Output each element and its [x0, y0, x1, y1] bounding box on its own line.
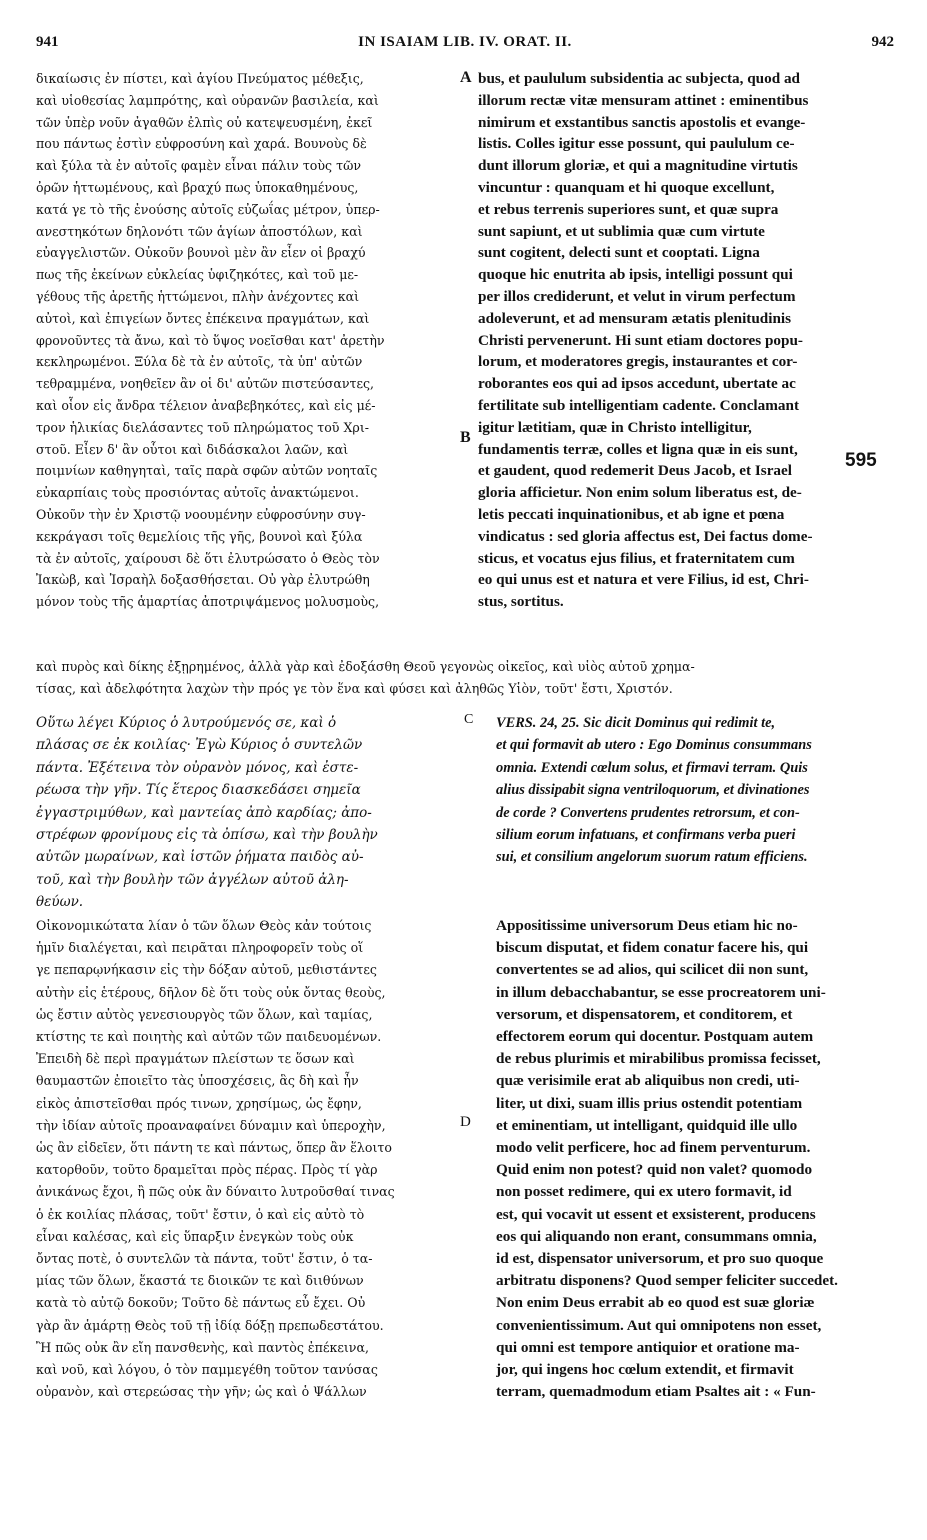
text-line: et rebus terrenis superiores sunt, et quæ supra: [478, 200, 779, 218]
latin-column-upper: [478, 68, 898, 613]
text-line: κτίστης τε καὶ ποιητὴς καὶ αὐτῶν τῶν παιδευομένων.: [36, 1029, 382, 1045]
text-line: quoque hic enutrita ab ipsis, intelligi possunt qui: [478, 266, 793, 284]
text-line: fertilitate sub intelligentiam cadente. Conclamant: [478, 396, 799, 414]
text-line: Ἰακὼβ, καὶ Ἰσραὴλ δοξασθήσεται. Οὐ γὰρ ἐλυτρώθη: [36, 572, 370, 588]
text-line: θεύων.: [36, 894, 84, 911]
text-line: καὶ νοῦ, καὶ λόγου, ὁ τὸν παμμεγέθη τοῦτον τανύσας: [36, 1362, 378, 1378]
text-line: convenientissimum. Aut qui omnipotens non esset,: [496, 1316, 822, 1334]
text-line: πως τῆς ἐκείνων εὐκλείας ὑφιζηκότες, καὶ τοῦ με-: [36, 267, 359, 283]
text-line: τὰ ἐν αὐτοῖς, χαίρουσι δὲ ὅτι ἐλυτρώσατο ὁ Θεὸς τὸν: [36, 550, 380, 566]
text-line: ἡμῖν διαλέγεται, καὶ πειρᾶται πληροφορεῖν τοὺς οἵ: [36, 940, 364, 956]
text-line: φρονοῦντες τὰ ἄνω, καὶ τὸ ὕψος νοεῖσθαι κατ' ἀρετὴν: [36, 332, 385, 348]
text-line: εἰκὸς ἀπιστεῖσθαι πρός τινων, χρησίμως, ὡς ἔφην,: [36, 1095, 362, 1111]
text-line: Οὐκοῦν τὴν ἐν Χριστῷ νοουμένην εὐφροσύνην συγ-: [36, 506, 366, 522]
text-line: καὶ ξύλα τὰ ἐν αὐτοῖς φαμὲν εἶναι πάλιν τοὺς τῶν: [36, 158, 361, 174]
text-line: Ἢ πῶς οὐκ ἂν εἴη πανσθενὴς, καὶ παντὸς ἐπέκεινα,: [36, 1339, 369, 1355]
text-line: fundamentis terræ, colles et ligna quæ in eis sunt,: [478, 440, 798, 458]
text-line: καὶ πυρὸς καὶ δίκης ἐξῃρημένος, ἀλλὰ γὰρ καὶ ἐδοξάσθη Θεοῦ γεγονὼς οἰκεῖος, καὶ υἱὸς αὐτοῦ χρημα-: [36, 659, 695, 674]
text-line: εἶναι καλέσας, καὶ εἰς ὕπαρξιν ἐνεγκὼν τοὺς οὐκ: [36, 1228, 354, 1244]
text-line: ὁ ἐκ κοιλίας πλάσας, τοῦτ' ἔστιν, ὁ καὶ εἰς αὐτὸ τὸ: [36, 1206, 365, 1222]
text-line: gloria afficietur. Non enim solum liberatus est, de-: [478, 484, 802, 502]
text-line: ὡς ἔστιν αὐτὸς γενεσιουργὸς τῶν ὅλων, καὶ ταμίας,: [36, 1006, 373, 1022]
greek-column-upper: [36, 68, 448, 613]
text-line: non posset redimere, qui ex utero formavit, id: [496, 1183, 792, 1201]
text-line: τεθραμμένα, νοηθεῖεν ἂν οἱ δι' αὐτῶν πιστεύσαντες,: [36, 376, 375, 392]
text-line: roborantes eos qui ad ipsos accedunt, ubertate ac: [478, 375, 796, 393]
text-line: που πάντως ἐστὶν εὐφροσύνη καὶ χαρά. Βουνοὺς δὲ: [36, 136, 367, 152]
text-line: in illum debacchabantur, se esse procreatorem uni-: [496, 983, 826, 1001]
text-line: et gaudent, quod redemerit Deus Jacob, et Israel: [478, 462, 792, 480]
text-line: et eminentiam, ut intelligant, quidquid ille ullo: [496, 1116, 798, 1134]
text-line: αὐτῶν μωραίνων, καὶ ἱστῶν ῥήματα παιδὸς αὐ-: [36, 849, 364, 866]
page-header: [36, 34, 894, 58]
section-marker-b: B: [460, 429, 471, 446]
running-title: IN ISAIAM LIB. IV. ORAT. II.: [358, 34, 572, 50]
text-line: bus, et paululum subsidentia ac subjecta, quod ad: [478, 70, 800, 87]
text-line: ποιμνίων καθηγηταὶ, ταῖς παρὰ σφῶν αὐτῶν νοηταῖς: [36, 463, 378, 479]
text-line: γέθους τῆς ἀρετῆς ἡττώμενοι, πλὴν ἀνέχοντες καὶ: [36, 288, 360, 304]
text-line: δικαίωσις ἐν πίστει, καὶ ἁγίου Πνεύματος μέθεξις,: [36, 71, 364, 86]
text-line: κατά γε τὸ τῆς ἐνούσης αὐτοῖς εὐζωΐας μέτρον, ὑπερ-: [36, 201, 380, 217]
text-line: Christi pervenerunt. Hi sunt etiam doctores popu-: [478, 331, 803, 349]
text-line: igitur lætitiam, quæ in Christo intelligitur,: [478, 418, 752, 436]
text-line: κατὰ τὸ αὐτῷ δοκοῦν; Τοῦτο δὲ πάντως εὖ ἔχει. Οὐ: [36, 1295, 366, 1311]
text-line: stus, sortitus.: [478, 593, 564, 611]
text-line: Οὕτω λέγει Κύριος ὁ λυτρούμενός σε, καὶ ὁ: [36, 715, 337, 731]
text-line: dunt illorum gloriæ, et qui a magnitudine virtutis: [478, 157, 798, 175]
text-line: liter, ut dixi, suam illis prius ostendit potentiam: [496, 1094, 803, 1112]
text-line: terram, quemadmodum etiam Psaltes ait : « Fun-: [496, 1383, 816, 1401]
text-line: πάντα. Ἐξέτεινα τὸν οὐρανὸν μόνος, καὶ ἐστε-: [36, 759, 359, 776]
section-marker-c: C: [464, 712, 474, 727]
latin-column-lower: [496, 915, 894, 1403]
section-marker-d: D: [460, 1114, 471, 1130]
text-line: nimirum et exstantibus sanctis apostolis et evange-: [478, 113, 806, 131]
text-line: θαυμαστῶν ἐποιεῖτο τὰς ὑποσχέσεις, ἃς δὴ καὶ ἦν: [36, 1073, 359, 1089]
greek-column-lower: [36, 915, 456, 1403]
text-line: ὄντας ποτὲ, ὁ συντελῶν τὰ πάντα, τοῦτ' ἔστιν, ὁ τα-: [36, 1251, 373, 1267]
text-line: κεκληρωμένοι. Ξύλα δὲ τὰ ἐν αὐτοῖς, τὰ ὑπ' αὐτῶν: [36, 354, 363, 370]
latin-verse-lemma: [496, 712, 896, 869]
text-line: arbitratu disponens? Quod semper feliciter succedet.: [496, 1272, 838, 1290]
text-line: ὀρῶν ἡττωμένους, καὶ βραχύ πως ὑποκαθημένους,: [36, 179, 359, 195]
text-line: στρέφων φρονίμους εἰς τὰ ὀπίσω, καὶ τὴν βουλὴν: [36, 827, 378, 844]
text-line: ανεστηκότων δηλονότι τῶν ἁγίων ἀποστόλων, καὶ: [36, 223, 363, 239]
text-line: alius dissipabit signa ventriloquorum, et divinationes: [496, 782, 810, 799]
text-line: κατορθοῦν, τοῦτο δραμεῖται πρὸς πέρας. Πρὸς τί γὰρ: [36, 1162, 378, 1178]
text-line: ρέωσα τὴν γῆν. Τίς ἕτερος διασκεδάσει σημεῖα: [36, 782, 361, 799]
text-line: vindicatus : sed gloria affectus est, Dei factus dome-: [478, 527, 813, 545]
text-line: effectorem eorum qui docentur. Postquam autem: [496, 1028, 814, 1046]
text-line: ἀνικάνως ἔχοι, ἢ πῶς οὐκ ἂν δύναιτο λυτροῦσθαί τινας: [36, 1184, 395, 1200]
text-line: οὐρανὸν, καὶ στερεώσας τὴν γῆν; ὡς καὶ ὁ Ψάλλων: [36, 1384, 367, 1400]
text-line: jor, qui ingens hoc cœlum extendit, et firmavit: [496, 1361, 794, 1379]
text-line: Ἐπειδὴ δὲ περὶ πραγμάτων πλείστων τε ὅσων καὶ: [36, 1051, 355, 1067]
text-line: ὡς ἂν εἰδεῖεν, ὅτι πάντη τε καὶ πάντως, ὅπερ ἂν ἕλοιτο: [36, 1140, 392, 1156]
text-line: τίσας, καὶ ἀδελφότητα λαχὼν τὴν πρός γε τὸν ἕνα καὶ φύσει καὶ ἀληθῶς Υἱὸν, τοῦτ' ἔστι, Χριστόν.: [36, 680, 673, 696]
text-line: μίας τῶν ὅλων, ἕκαστά τε διοικῶν τε καὶ διιθύνων: [36, 1273, 364, 1289]
text-line: est, qui vocavit ut essent et exsisterent, producens: [496, 1205, 816, 1223]
text-line: Non enim Deus errabit ab eo quod est suæ gloriæ: [496, 1294, 815, 1312]
text-line: id est, dispensator universorum, et pro suo quoque: [496, 1250, 824, 1268]
text-line: γε πεπαρῳνήκασιν εἰς τὴν δόξαν αὐτοῦ, μεθιστάντες: [36, 962, 377, 978]
text-line: VERS. 24, 25. Sic dicit Dominus qui redimit te,: [496, 715, 776, 731]
text-line: et qui formavit ab utero : Ego Dominus consummans: [496, 737, 812, 754]
text-line: Appositissime universorum Deus etiam hic no-: [496, 917, 798, 934]
text-line: sui, et consilium angelorum suorum ratum efficiens.: [496, 849, 808, 866]
greek-full-width-lines: [36, 656, 894, 700]
text-line: sunt sapiunt, et ut sublimia quæ cum virtute: [478, 222, 765, 240]
text-line: sticus, et vocatus ejus filius, et fraternitatem cum: [478, 549, 795, 567]
text-line: modo velit perficere, hoc ad finem perventurum.: [496, 1139, 811, 1157]
text-line: στοῦ. Εἶεν δ' ἂν οὗτοι καὶ διδάσκαλοι λαῶν, καὶ: [36, 441, 349, 457]
text-line: vincuntur : quanquam et hi quoque excellunt,: [478, 178, 775, 196]
text-line: silium eorum infatuans, et confirmans verba pueri: [496, 827, 796, 844]
column-number: 595: [845, 450, 877, 471]
text-line: πλάσας σε ἐκ κοιλίας· Ἐγὼ Κύριος ὁ συντελῶν: [36, 737, 363, 754]
text-line: αὐτὴν εἰς ἑτέρους, δῆλον δὲ ὅτι τοὺς οὐκ ὄντας θεοὺς,: [36, 984, 386, 1000]
text-line: αὐτοὶ, καὶ ἐπιγείων ὄντες ἐπέκεινα πραγμάτων, καὶ: [36, 310, 370, 326]
text-line: γὰρ ἂν ἁμάρτῃ Θεὸς τοῦ τῇ ἰδίᾳ δόξῃ πρεπωδεστάτου.: [36, 1317, 384, 1333]
text-line: τῶν ὑπὲρ νοῦν ἀγαθῶν ἐλπὶς οὐ κατεψευσμένη, ἐκεῖ: [36, 114, 373, 130]
text-line: versorum, et dispensatorem, et conditorem, et: [496, 1005, 793, 1023]
text-line: sunt cogitent, delecti sunt et cooptati. Ligna: [478, 244, 760, 262]
text-line: κεκράγασι τοῖς θεμελίοις τῆς γῆς, βουνοὶ καὶ ξύλα: [36, 528, 363, 544]
text-line: καὶ οἷον εἰς ἄνδρα τέλειον ἀναβεβηκότες, καὶ εἰς μέ-: [36, 397, 376, 413]
text-line: lorum, et moderatores gregis, instaurantes et cor-: [478, 353, 798, 371]
text-line: de corde ? Convertens prudentes retrorsum, et con-: [496, 804, 800, 821]
text-line: convertentes se ad alios, qui scilicet dii non sunt,: [496, 961, 809, 979]
text-line: μόνον τοὺς τῆς ἁμαρτίας ἀποτριψάμενος μολυσμοὺς,: [36, 594, 380, 610]
text-line: τοῦ, καὶ τὴν βουλὴν τῶν ἀγγέλων αὐτοῦ ἀλη-: [36, 871, 349, 888]
section-marker-a: A: [460, 69, 472, 86]
text-line: adoleverunt, et ad mensuram ætatis plenitudinis: [478, 309, 792, 327]
text-line: Quid enim non potest? quid non valet? quomodo: [496, 1161, 813, 1179]
text-line: eo qui unus est et natura et vere Filius, id est, Chri-: [478, 571, 809, 589]
page-number-left: 941: [36, 34, 59, 50]
text-line: quæ verisimile erat ab aliquibus non credi, uti-: [496, 1072, 800, 1090]
text-line: εὐκαρπίαις τοὺς προσιόντας αὐτοῖς ἀνακτώμενοι.: [36, 485, 359, 501]
text-line: Οἰκονομικώτατα λίαν ὁ τῶν ὅλων Θεὸς κἀν τούτοις: [36, 918, 372, 933]
text-line: de rebus plurimis et mirabilibus promissa fecisset,: [496, 1050, 821, 1068]
text-line: qui omni est tempore antiquior et oratione ma-: [496, 1338, 800, 1356]
text-line: biscum disputat, et fidem conatur facere his, qui: [496, 939, 809, 957]
text-line: letis peccati inquinationibus, et ab igne et pœna: [478, 505, 785, 523]
text-line: ἐγγαστριμύθων, καὶ μαντείας ἀπὸ καρδίας; ἀπο-: [36, 804, 372, 821]
text-line: omnia. Extendi cœlum solus, et firmavi terram. Quis: [496, 759, 808, 776]
text-line: τὴν ἰδίαν αὐτοῖς προαναφαίνει δύναμιν καὶ ὑπεροχὴν,: [36, 1117, 386, 1133]
text-line: eos qui aliquando non erant, consummans omnia,: [496, 1227, 817, 1245]
text-line: εὐαγγελιστῶν. Οὐκοῦν βουνοὶ μὲν ἂν εἶεν οἱ βραχύ: [36, 245, 366, 261]
page-number-right: 942: [871, 34, 894, 50]
greek-verse-lemma: [36, 712, 456, 914]
text-line: τρον ἡλικίας διελάσαντες τοῦ πληρώματος τοῦ Χρι-: [36, 419, 370, 435]
text-line: listis. Colles igitur esse possunt, qui paululum ce-: [478, 135, 795, 153]
text-line: per illos crediderunt, et velut in virum perfectum: [478, 287, 796, 305]
text-line: illorum rectæ vitæ mensuram attinet : eminentibus: [478, 91, 809, 109]
text-line: καὶ υἱοθεσίας λαμπρότης, καὶ οὐρανῶν βασιλεία, καὶ: [36, 92, 379, 108]
